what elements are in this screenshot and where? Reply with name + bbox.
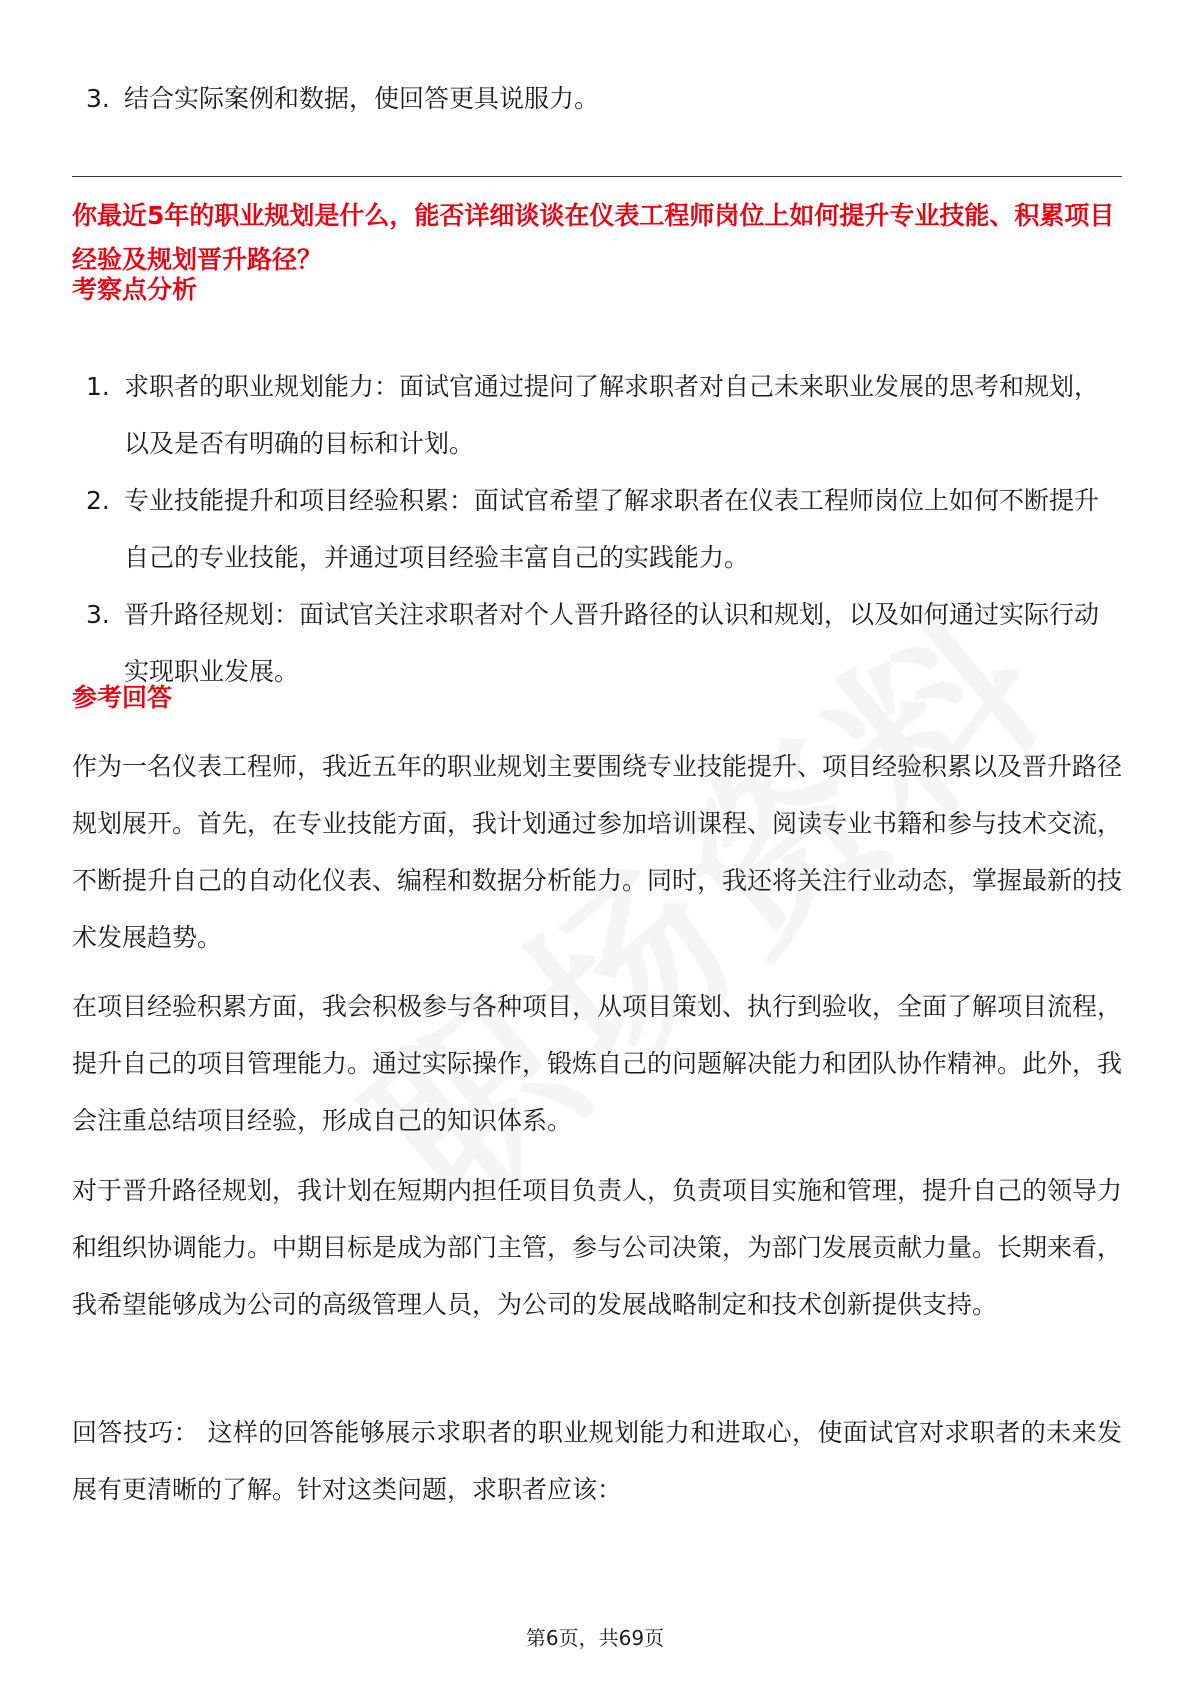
list-item: [72, 586, 1122, 700]
question-title: 你最近5年的职业规划是什么，能否详细谈谈在仪表工程师岗位上如何提升专业技能、积累项目经验及规划晋升路径？: [72, 201, 1115, 274]
list-text: 求职者的职业规划能力：面试官通过提问了解求职者对自己未来职业发展的思考和规划，以及是否有明确的目标和计划。: [124, 372, 1100, 458]
list-item: [72, 358, 1122, 472]
answer-paragraph: 作为一名仪表工程师，我近五年的职业规划主要围绕专业技能提升、项目经验积累以及晋升路径规划展开。首先，在专业技能方面，我计划通过参加培训课程、阅读专业书籍和参与技术交流，不断提升自己的自动化仪表、编程和数据分析能力。同时，我还将关注行业动态，掌握最新的技术发展趋势。: [72, 752, 1123, 952]
list-number: 2.: [86, 486, 110, 515]
previous-tips-list: [72, 70, 1122, 127]
list-text: 专业技能提升和项目经验积累：面试官希望了解求职者在仪表工程师岗位上如何不断提升自己的专业技能，并通过项目经验丰富自己的实践能力。: [124, 486, 1100, 572]
answer-tips-paragraph: 回答技巧： 这样的回答能够展示求职者的职业规划能力和进取心，使面试官对求职者的未来发展有更清晰的了解。针对这类问题，求职者应该：: [72, 1418, 1122, 1504]
list-number: 1.: [86, 372, 110, 401]
analysis-list: [72, 358, 1122, 700]
list-number: 3.: [86, 84, 110, 113]
list-text: 结合实际案例和数据，使回答更具说服力。: [124, 84, 600, 113]
analysis-heading: 考察点分析: [72, 275, 198, 304]
list-number: 3.: [86, 600, 110, 629]
answer-paragraph: 对于晋升路径规划，我计划在短期内担任项目负责人，负责项目实施和管理，提升自己的领导力和组织协调能力。中期目标是成为部门主管，参与公司决策，为部门发展贡献力量。长期来看，我希望能够成为公司的高级管理人员，为公司的发展战略制定和技术创新提供支持。: [72, 1176, 1123, 1319]
list-text: 晋升路径规划：面试官关注求职者对个人晋升路径的认识和规划，以及如何通过实际行动实现职业发展。: [124, 600, 1100, 686]
list-item: [72, 472, 1122, 586]
section-divider: [72, 176, 1122, 177]
list-item: [72, 70, 1122, 127]
answer-paragraph: 在项目经验积累方面，我会积极参与各种项目，从项目策划、执行到验收，全面了解项目流程，提升自己的项目管理能力。通过实际操作，锻炼自己的问题解决能力和团队协作精神。此外，我会注重总结项目经验，形成自己的知识体系。: [72, 992, 1123, 1135]
answer-heading: 参考回答: [72, 683, 173, 712]
page-footer: 第6页，共69页: [525, 1626, 665, 1650]
